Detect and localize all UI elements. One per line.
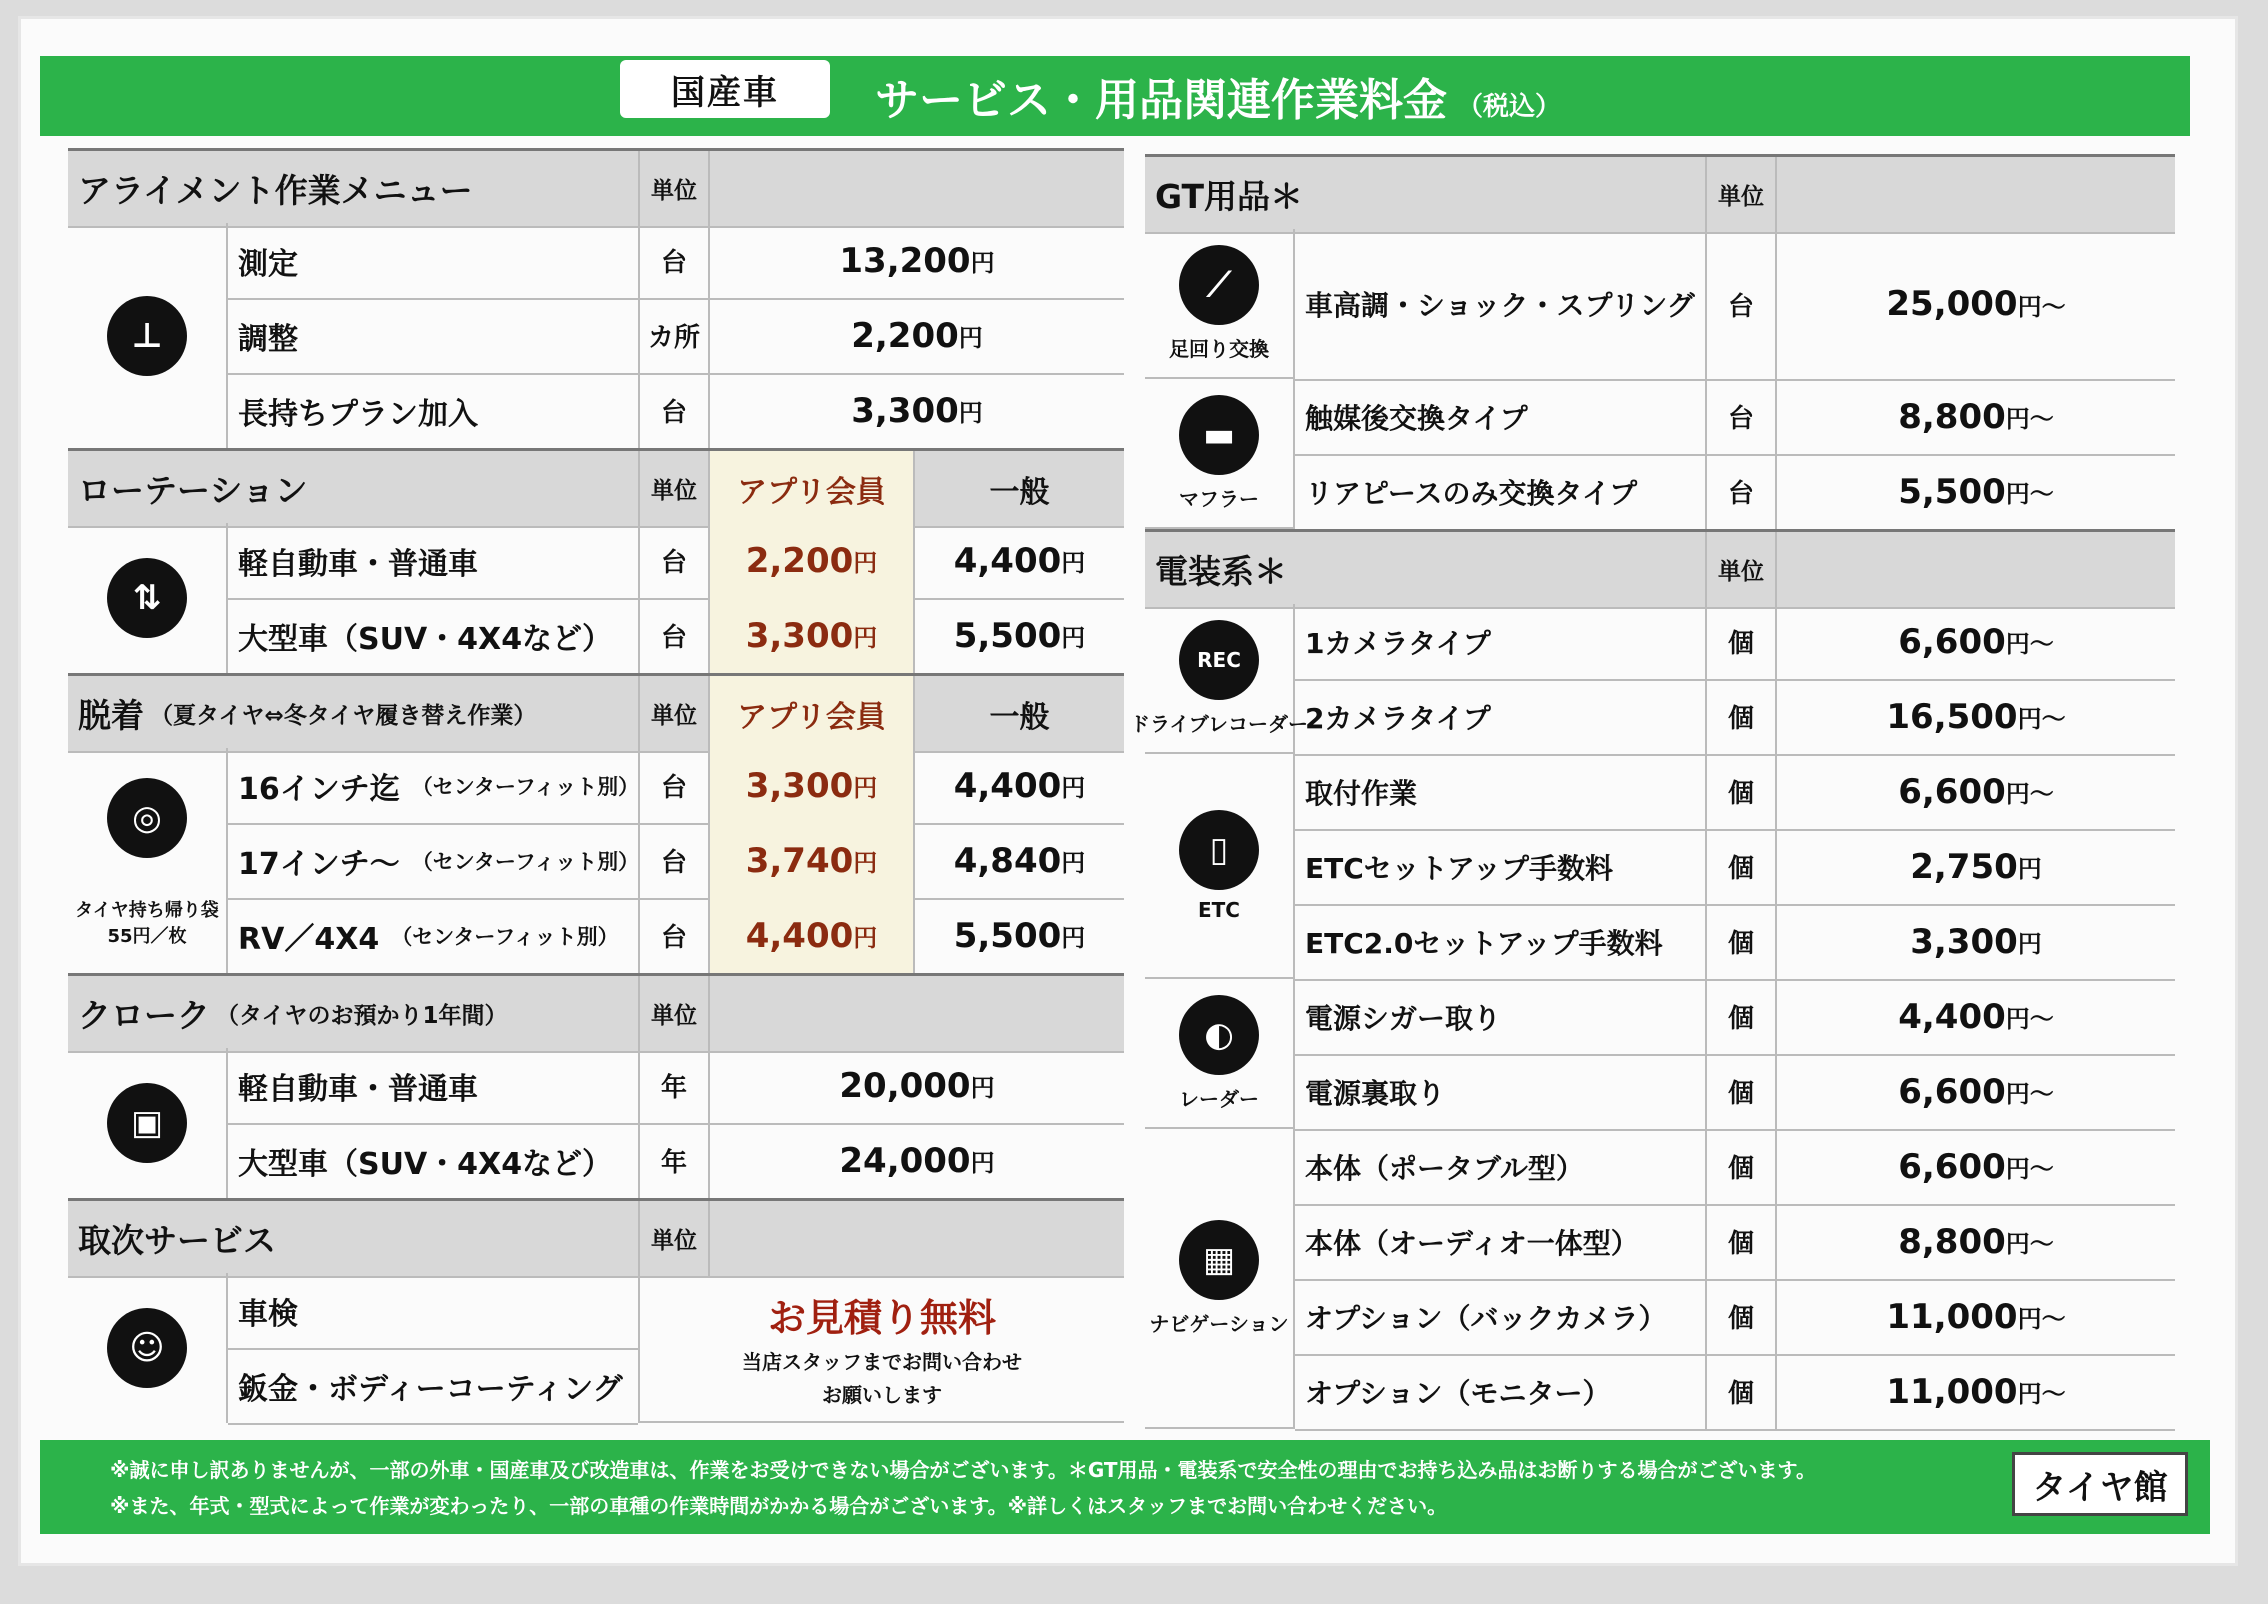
yen-symbol: 円 xyxy=(2017,855,2042,883)
yen-symbol: 円 xyxy=(2017,1305,2042,1333)
footer-note-2: ※また、年式・型式によって作業が変わったり、一部の車種の作業時間がかかる場合がございます。※詳しくはスタッフまでお問い合わせください。 xyxy=(110,1494,1448,1518)
table-row xyxy=(228,1123,1124,1200)
section-title xyxy=(68,676,638,751)
unit-cell: 台 xyxy=(1705,379,1775,454)
agency-icon-box xyxy=(68,1273,228,1423)
price-cell xyxy=(1775,979,2175,1054)
price-cell xyxy=(1775,754,2175,829)
section-title: 電装系＊ xyxy=(1155,552,1287,591)
item-label xyxy=(228,598,638,673)
yen-symbol: 円 xyxy=(958,324,983,352)
general-price xyxy=(913,523,1124,598)
price-value: 4,400 xyxy=(953,765,1062,806)
general-header: 一般 xyxy=(913,676,1124,751)
unit-cell: 台 xyxy=(638,373,708,448)
tilde-symbol: 〜 xyxy=(2029,1155,2054,1183)
group-icon: REC xyxy=(1179,620,1259,700)
tilde-symbol: 〜 xyxy=(2041,705,2066,733)
tire-kan-logo: タイヤ館 xyxy=(2012,1452,2188,1516)
unit-cell: 個 xyxy=(1705,1279,1775,1354)
blank-header xyxy=(708,151,1124,226)
price-value: 6,600 xyxy=(1898,1071,2006,1112)
right-column xyxy=(1130,154,2175,1424)
group-icon: ▯ xyxy=(1179,810,1259,890)
footer-bar xyxy=(40,1440,2210,1534)
yen-symbol: 円 xyxy=(853,924,878,952)
item-label-text: RV／4X4 xyxy=(238,921,380,957)
item-label: ETC2.0セットアップ手数料 xyxy=(1305,926,1663,960)
group-label: 足回り交換 xyxy=(1169,336,1269,361)
table-row xyxy=(228,748,1124,825)
yen-symbol: 円 xyxy=(2005,1005,2030,1033)
price-value: 5,500 xyxy=(1898,471,2006,512)
unit-cell: 個 xyxy=(1705,754,1775,829)
unit-cell: 年 xyxy=(638,1123,708,1198)
alignment-header xyxy=(68,148,1124,228)
price-value: 20,000 xyxy=(839,1065,971,1106)
unit-cell: 台 xyxy=(1705,454,1775,529)
yen-symbol: 円 xyxy=(1061,549,1086,577)
price-value: 3,300 xyxy=(851,390,959,431)
tire-bag-note-line1: タイヤ持ち帰り袋 xyxy=(75,900,219,921)
yen-symbol: 円 xyxy=(853,624,878,652)
unit-header: 単位 xyxy=(638,451,708,526)
estimate-title: お見積り無料 xyxy=(767,1295,996,1340)
general-price xyxy=(913,748,1124,823)
item-label: 車高調・ショック・スプリング xyxy=(1305,289,1695,322)
table-row xyxy=(1295,1054,2175,1131)
table-row xyxy=(1295,604,2175,681)
item-label: 電源裏取り xyxy=(1305,1076,1446,1110)
group-icon-box xyxy=(1145,379,1295,529)
member-price xyxy=(708,898,913,973)
price-cell xyxy=(1775,679,2175,754)
member-header: アプリ会員 xyxy=(708,676,913,751)
general-price xyxy=(913,823,1124,898)
yen-symbol: 円 xyxy=(2005,405,2030,433)
unit-header: 単位 xyxy=(1705,157,1775,232)
item-label-text: 大型車（SUV・4X4など） xyxy=(238,621,613,657)
electric-header xyxy=(1145,529,2175,609)
table-row xyxy=(228,598,1124,675)
tilde-symbol: 〜 xyxy=(2041,292,2066,321)
section-title: GT用品＊ xyxy=(1155,177,1304,216)
table-row xyxy=(228,823,1124,900)
unit-cell: 台 xyxy=(638,523,708,598)
price-value: 8,800 xyxy=(1898,396,2006,437)
estimate-note-1: 当店スタッフまでお問い合わせ xyxy=(742,1349,1022,1374)
price-value: 4,400 xyxy=(745,915,854,956)
table-row xyxy=(228,223,1124,300)
group-icon: ⟋ xyxy=(1179,245,1259,325)
tilde-symbol: 〜 xyxy=(2029,780,2054,808)
member-price xyxy=(708,523,913,598)
yen-symbol: 円 xyxy=(1061,924,1086,952)
item-label-text: 長持ちプラン加入 xyxy=(238,396,478,432)
table-row xyxy=(1295,454,2175,531)
table-row xyxy=(1295,979,2175,1056)
group-icon-box xyxy=(1145,229,1295,379)
left-column xyxy=(68,148,1124,1418)
price-value: 11,000 xyxy=(1886,1371,2018,1412)
mount-icon-icon: ◎ xyxy=(107,778,187,858)
table-row xyxy=(1295,754,2175,831)
section-subtitle: （夏タイヤ⇔冬タイヤ履き替え作業） xyxy=(150,703,537,729)
item-label-text: 軽自動車・普通車 xyxy=(238,546,478,582)
price-cell xyxy=(708,1123,1124,1198)
agency-header xyxy=(68,1198,1124,1278)
price-cell xyxy=(708,1048,1124,1123)
group-icon: ▬ xyxy=(1179,395,1259,475)
price-value: 6,600 xyxy=(1898,771,2006,812)
rotation-header xyxy=(68,448,1124,528)
price-cell xyxy=(708,298,1124,373)
price-value: 5,500 xyxy=(953,615,1062,656)
table-row xyxy=(228,1348,638,1425)
yen-symbol: 円 xyxy=(2005,630,2030,658)
blank-header xyxy=(1775,157,2175,232)
table-row xyxy=(228,523,1124,600)
table-row xyxy=(1295,1354,2175,1431)
item-label-text: 車検 xyxy=(238,1296,298,1332)
page-title xyxy=(875,64,1561,128)
item-label: 電源シガー取り xyxy=(1305,1001,1502,1035)
item-label-text: 測定 xyxy=(238,246,298,282)
yen-symbol: 円 xyxy=(2017,705,2042,733)
table-row xyxy=(1295,829,2175,906)
table-row xyxy=(228,1048,1124,1125)
section-title xyxy=(68,151,638,226)
yen-symbol: 円 xyxy=(2017,1380,2042,1408)
table-row xyxy=(1295,904,2175,981)
section-title-text: 脱着 xyxy=(78,696,144,735)
item-label: 本体（オーディオ一体型） xyxy=(1305,1226,1639,1260)
yen-symbol: 円 xyxy=(853,774,878,802)
unit-header: 単位 xyxy=(638,1201,708,1276)
section-title-text: ローテーション xyxy=(78,471,308,510)
price-value: 4,400 xyxy=(1898,996,2006,1037)
tire-bag-note xyxy=(75,898,219,950)
yen-symbol: 円 xyxy=(2005,1230,2030,1258)
unit-cell: 台 xyxy=(638,223,708,298)
price-cell xyxy=(1775,379,2175,454)
price-value: 16,500 xyxy=(1886,696,2018,737)
group-icon: ◐ xyxy=(1179,995,1259,1075)
unit-cell: 台 xyxy=(638,898,708,973)
item-label-text: 鈑金・ボディーコーティング xyxy=(238,1371,623,1407)
group-icon-box xyxy=(1130,604,1308,754)
member-header: アプリ会員 xyxy=(708,451,913,526)
member-price xyxy=(708,598,913,673)
alignment-icon-icon: ⊥ xyxy=(107,296,187,376)
section-title-text: 取次サービス xyxy=(78,1221,276,1260)
unit-cell: 個 xyxy=(1705,1129,1775,1204)
item-label xyxy=(228,898,638,973)
yen-symbol: 円 xyxy=(2005,780,2030,808)
table-row xyxy=(228,1273,638,1350)
yen-symbol: 円 xyxy=(2005,480,2030,508)
cloak-icon-icon: ▣ xyxy=(107,1083,187,1163)
table-row xyxy=(228,298,1124,375)
price-value: 4,400 xyxy=(953,540,1062,581)
yen-symbol: 円 xyxy=(1061,849,1086,877)
gt-header xyxy=(1145,154,2175,234)
item-label: 触媒後交換タイプ xyxy=(1305,401,1528,435)
price-value: 3,300 xyxy=(745,765,854,806)
price-cell xyxy=(1775,904,2175,979)
table-row xyxy=(1295,229,2175,381)
free-estimate xyxy=(638,1273,1124,1423)
general-header: 一般 xyxy=(913,451,1124,526)
member-price xyxy=(708,823,913,898)
estimate-note-2: お願いします xyxy=(822,1382,942,1407)
unit-cell: カ所 xyxy=(638,298,708,373)
item-label-text: 16インチ迄 xyxy=(238,771,400,807)
yen-symbol: 円 xyxy=(2017,930,2042,958)
price-cell xyxy=(1775,1054,2175,1129)
tilde-symbol: 〜 xyxy=(2029,405,2054,433)
price-value: 6,600 xyxy=(1898,1146,2006,1187)
price-value: 3,300 xyxy=(745,615,854,656)
yen-symbol: 円 xyxy=(853,849,878,877)
group-icon-box xyxy=(1145,1129,1295,1429)
price-value: 4,840 xyxy=(953,840,1062,881)
item-note: （センターフィット別） xyxy=(411,849,640,874)
yen-symbol: 円 xyxy=(2005,1155,2030,1183)
unit-header: 単位 xyxy=(1705,532,1775,607)
yen-symbol: 円 xyxy=(970,1149,995,1177)
item-label xyxy=(228,1273,638,1348)
item-label: 2カメラタイプ xyxy=(1305,701,1491,735)
item-label xyxy=(228,223,638,298)
agency-icon-icon: ☺ xyxy=(107,1308,187,1388)
price-cell xyxy=(1775,604,2175,679)
tilde-symbol: 〜 xyxy=(2029,630,2054,658)
item-label-text: 軽自動車・普通車 xyxy=(238,1071,478,1107)
section-title-text: アライメント作業メニュー xyxy=(78,171,473,210)
price-value: 11,000 xyxy=(1886,1296,2018,1337)
price-cell xyxy=(1775,454,2175,529)
price-value: 13,200 xyxy=(839,240,971,281)
cloak-icon-box xyxy=(68,1048,228,1198)
price-cell xyxy=(1775,1279,2175,1354)
item-label xyxy=(228,1348,638,1423)
item-note: （センターフィット別） xyxy=(391,924,619,949)
price-value: 5,500 xyxy=(953,915,1062,956)
table-row xyxy=(228,898,1124,975)
table-row xyxy=(228,373,1124,450)
yen-symbol: 円 xyxy=(2005,1080,2030,1108)
price-value: 2,750 xyxy=(1910,846,2018,887)
yen-symbol: 円 xyxy=(970,249,995,277)
unit-cell: 台 xyxy=(638,823,708,898)
price-cell xyxy=(1775,1354,2175,1429)
unit-cell: 台 xyxy=(638,748,708,823)
unit-cell: 個 xyxy=(1705,604,1775,679)
table-row xyxy=(1295,679,2175,756)
item-label xyxy=(228,1123,638,1198)
price-cell xyxy=(1775,829,2175,904)
tax-note: （税込） xyxy=(1457,92,1562,122)
mount-icon-box xyxy=(68,748,228,973)
price-cell xyxy=(1775,1129,2175,1204)
group-label: ナビゲーション xyxy=(1149,1311,1289,1336)
price-cell xyxy=(708,223,1124,298)
item-label xyxy=(228,523,638,598)
table-row xyxy=(1295,1279,2175,1356)
price-value: 8,800 xyxy=(1898,1221,2006,1262)
blank-header xyxy=(708,1201,1124,1276)
unit-cell: 台 xyxy=(1705,229,1775,379)
unit-header: 単位 xyxy=(638,151,708,226)
unit-header: 単位 xyxy=(638,676,708,751)
unit-cell: 個 xyxy=(1705,1354,1775,1429)
rotation-icon-box xyxy=(68,523,228,673)
item-label xyxy=(228,823,638,898)
unit-cell: 個 xyxy=(1705,679,1775,754)
yen-symbol: 円 xyxy=(1061,774,1086,802)
yen-symbol: 円 xyxy=(2017,292,2042,321)
general-price xyxy=(913,598,1124,673)
item-label: リアピースのみ交換タイプ xyxy=(1305,476,1638,510)
price-cell xyxy=(708,373,1124,448)
unit-header: 単位 xyxy=(638,976,708,1051)
item-label: オプション（バックカメラ） xyxy=(1305,1301,1667,1335)
unit-cell: 個 xyxy=(1705,979,1775,1054)
tilde-symbol: 〜 xyxy=(2029,1230,2054,1258)
group-label: ドライブレコーダー xyxy=(1130,711,1308,736)
footer-note-1: ※誠に申し訳ありませんが、一部の外車・国産車及び改造車は、作業をお受けできない場合がございます。＊GT用品・電装系で安全性の理由でお持ち込み品はお断りする場合がございます。 xyxy=(110,1458,1816,1482)
item-label xyxy=(228,298,638,373)
item-label-text: 17インチ〜 xyxy=(238,846,400,882)
price-value: 25,000 xyxy=(1886,284,2018,324)
tilde-symbol: 〜 xyxy=(2041,1305,2066,1333)
rotation-icon-icon: ⇅ xyxy=(107,558,187,638)
price-value: 2,200 xyxy=(851,315,959,356)
item-label xyxy=(228,1048,638,1123)
item-label: ETCセットアップ手数料 xyxy=(1305,851,1613,885)
yen-symbol: 円 xyxy=(970,1074,995,1102)
group-icon: ▦ xyxy=(1179,1220,1259,1300)
item-label: オプション（モニター） xyxy=(1305,1376,1611,1410)
tilde-symbol: 〜 xyxy=(2041,1380,2066,1408)
section-title xyxy=(68,976,638,1051)
general-price xyxy=(913,898,1124,973)
group-label: レーダー xyxy=(1179,1086,1259,1111)
section-title xyxy=(68,451,638,526)
group-icon-box xyxy=(1145,979,1295,1129)
domestic-car-badge: 国産車 xyxy=(620,60,830,118)
price-value: 3,740 xyxy=(745,840,854,881)
unit-cell: 年 xyxy=(638,1048,708,1123)
yen-symbol: 円 xyxy=(1061,624,1086,652)
member-price xyxy=(708,748,913,823)
price-value: 3,300 xyxy=(1910,921,2018,962)
tire-bag-note-line2: 55円／枚 xyxy=(107,926,187,947)
price-value: 24,000 xyxy=(839,1140,971,1181)
unit-cell: 個 xyxy=(1705,904,1775,979)
tilde-symbol: 〜 xyxy=(2029,480,2054,508)
section-title-text: クローク xyxy=(78,996,210,1035)
table-row xyxy=(1295,379,2175,456)
unit-cell: 台 xyxy=(638,598,708,673)
item-label-text: 大型車（SUV・4X4など） xyxy=(238,1146,613,1182)
group-icon-box xyxy=(1145,754,1295,979)
tilde-symbol: 〜 xyxy=(2029,1005,2054,1033)
item-label: 本体（ポータブル型） xyxy=(1305,1151,1584,1185)
section-title xyxy=(68,1201,638,1276)
yen-symbol: 円 xyxy=(958,399,983,427)
table-row xyxy=(1295,1129,2175,1206)
unit-cell: 個 xyxy=(1705,1204,1775,1279)
item-note: （センターフィット別） xyxy=(411,774,640,799)
section-subtitle: （タイヤのお預かり1年間） xyxy=(216,1003,508,1029)
price-cell xyxy=(1775,1204,2175,1279)
unit-cell: 個 xyxy=(1705,829,1775,904)
cloak-header xyxy=(68,973,1124,1053)
item-label-text: 調整 xyxy=(238,321,298,357)
yen-symbol: 円 xyxy=(853,549,878,577)
unit-cell: 個 xyxy=(1705,1054,1775,1129)
item-label xyxy=(228,748,638,823)
blank-header xyxy=(708,976,1124,1051)
tilde-symbol: 〜 xyxy=(2029,1080,2054,1108)
price-value: 6,600 xyxy=(1898,621,2006,662)
blank-header xyxy=(1775,532,2175,607)
price-value: 2,200 xyxy=(745,540,854,581)
price-cell xyxy=(1775,229,2175,379)
item-label: 取付作業 xyxy=(1305,776,1418,810)
title-text: サービス・用品関連作業料金 xyxy=(875,75,1447,126)
alignment-icon-box xyxy=(68,223,228,448)
item-label: 1カメラタイプ xyxy=(1305,626,1491,660)
group-label: マフラー xyxy=(1179,486,1259,511)
table-row xyxy=(1295,1204,2175,1281)
item-label xyxy=(228,373,638,448)
group-label: ETC xyxy=(1198,897,1240,922)
mount-header xyxy=(68,673,1124,753)
